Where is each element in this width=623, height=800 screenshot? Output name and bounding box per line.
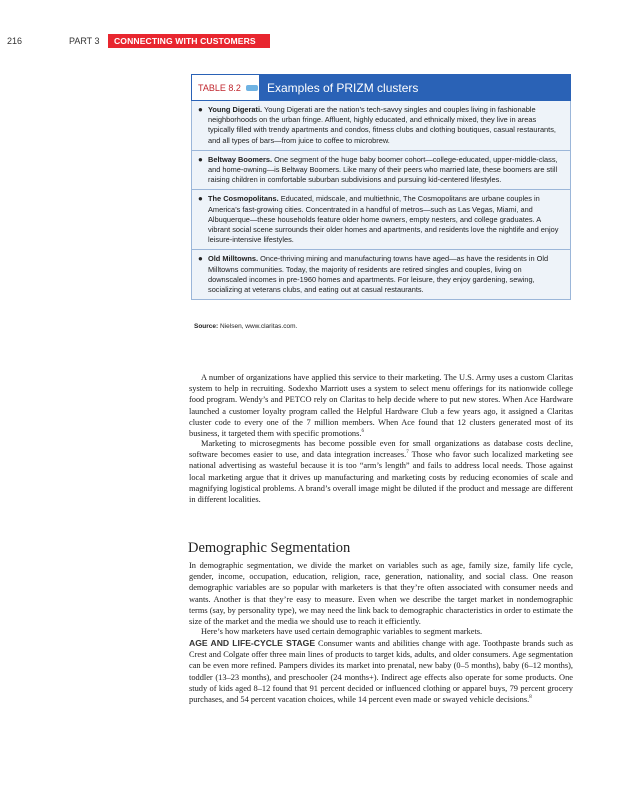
bullet-icon: ● [198, 105, 203, 114]
prizm-table [191, 74, 571, 300]
table-row [192, 151, 570, 191]
source-text: Nielsen, www.claritas.com. [218, 323, 298, 330]
endnote-marker: 8 [529, 695, 532, 701]
chapter-title: CONNECTING WITH CUSTOMERS [108, 34, 270, 48]
bullet-icon: ● [198, 254, 203, 264]
section-heading: Demographic Segmentation [188, 540, 351, 556]
table-label [191, 74, 259, 101]
paragraph-text: Those who favor such localized marketing see national advertising as wasteful because it is too “arm’s length” and fails to address local needs. Those against local marketing argue that it drives up manufacturing and marketing costs by reducing economies of scale and magnifying logistical problems. A brand’s overall image might be diluted if the product and message are different in different localities. [189, 450, 573, 505]
body-paragraph-3: In demographic segmentation, we divide the market on variables such as age, family size, family life cycle, gender, income, occupation, education, religion, race, generation, nationality, and social class. One reason demographic variables are so popular with marketers is that they’re often associated with consumer needs and wants. Another is that they’re easy to measure. Even when we describe the target market in nondemographic terms (say, by personality type), we may need the link back to demographic characteristics in order to estimate the size of the market and the media we should use to reach it efficiently. [189, 561, 573, 627]
page-number: 216 [7, 36, 23, 46]
table-number: TABLE 8.2 [198, 82, 241, 93]
body-paragraph-4: Here’s how marketers have used certain demographic variables to segment markets. [201, 627, 483, 636]
table-body [191, 101, 571, 300]
part-label: PART 3 [69, 36, 100, 46]
table-row [192, 101, 570, 151]
table-source [194, 323, 297, 330]
table-row [192, 190, 570, 250]
endnote-marker: 6 [361, 429, 364, 435]
table-tab-icon [246, 85, 258, 91]
body-paragraph-2 [189, 438, 573, 505]
body-paragraph-5 [189, 638, 573, 705]
cluster-name: Young Digerati. [208, 105, 263, 114]
cluster-description: Educated, midscale, and multiethnic, The Cosmopolitans are urbane couples in America’s fast-growing cities. Concentrated in a handful of metros—such as Las Vegas, Miami, and Albuquerque—these households feature older home owners, empty nesters, and college graduates. A vibrant social scene surrounds their older homes and apartments, and residents love the nightlife and enjoy leisure-intensive lifestyles. [208, 194, 559, 245]
source-label: Source: [194, 323, 219, 330]
cluster-description: Once-thriving mining and manufacturing towns have aged—as have the residents in Old Milltowns communities. Today, the majority of residents are retired singles and couples, living on downscaled incomes in pre-1960 homes and apartments. For leisure, they enjoy gardening, sewing, socializing at veterans clubs, and eating out at casual restaurants. [208, 254, 549, 295]
cluster-name: Old Milltowns. [208, 254, 259, 264]
paragraph-text: Consumer wants and abilities change with age. Toothpaste brands such as Crest and Colgate offer three main lines of products to target kids, adults, and older consumers. Age segmentation can be even more refined. Pampers divides its market into prenatal, new baby (0–5 months), baby (6–12 months), toddler (13–23 months), and preschooler (24 months+). Indirect age effects also operate for some products. One study of kids aged 8–12 found that 91 percent decided or influenced clothing or apparel buys, 79 percent grocery purchases, and 54 percent vacation choices, while 14 percent even made or swayed vehicle decisions. [189, 639, 573, 705]
cluster-description: One segment of the huge baby boomer cohort—college-educated, upper-middle-class, and home-owning—is Beltway Boomers. Like many of their peers who married late, these boomers are still raising children in comfortable suburban subdivisions and pursuing kid-centered lifestyles. [208, 154, 558, 185]
table-title: Examples of PRIZM clusters [259, 74, 571, 101]
sub-heading: AGE AND LIFE-CYCLE STAGE [189, 638, 316, 648]
endnote-marker: 7 [406, 450, 409, 456]
bullet-icon: ● [198, 194, 203, 204]
table-header [191, 74, 571, 101]
table-row [192, 250, 570, 299]
paragraph-text: Marketing to microsegments has become possible even for small organizations as database costs decline, software becomes easier to use, and data integration increases. [189, 439, 573, 460]
running-header [0, 34, 623, 48]
paragraph-text: A number of organizations have applied this service to their marketing. The U.S. Army uses a custom Claritas system to help in recruiting. Sodexho Marriott uses a system to select menu offerings for its nationwide college food program. Wendy’s and PETCO rely on Claritas to help decide where to put new stores. When Ace Hardware launched a customer loyalty program called the Helpful Hardware Club a few years ago, it assigned a Claritas cluster code to every one of the 7 million members. When Ace found that 12 clusters generated most of its business, it targeted them with specific promotions. [189, 373, 573, 439]
cluster-name: The Cosmopolitans. [208, 194, 279, 204]
bullet-icon: ● [198, 154, 203, 164]
body-paragraph-1 [189, 372, 573, 439]
cluster-name: Beltway Boomers. [208, 154, 273, 164]
cluster-description: Young Digerati are the nation’s tech-savvy singles and couples living in fashionable neighborhoods on the urban fringe. Affluent, highly educated, and ethnically mixed, they live in areas typically filled with trendy apartments and condos, fitness clubs and clothing boutiques, casual restaurants, and all types of bars—from juice to coffee to microbrew. [208, 105, 556, 145]
